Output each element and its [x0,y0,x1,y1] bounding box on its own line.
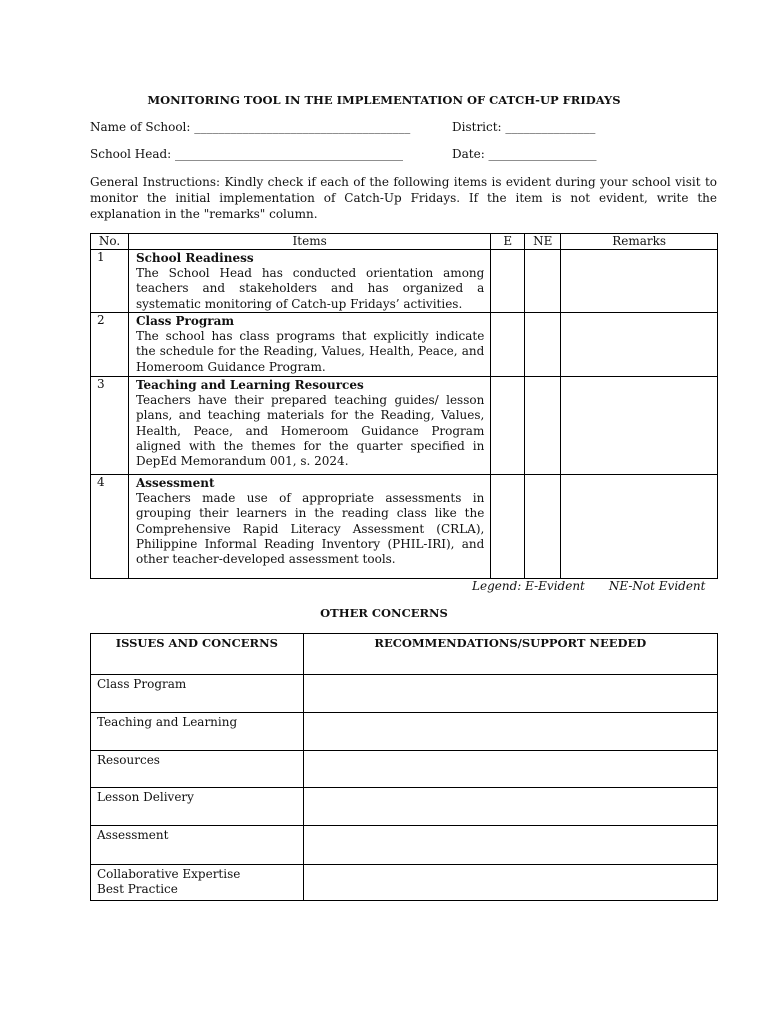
concerns-table [90,633,718,901]
concern-label-line: Collaborative Expertise [97,867,241,881]
concern-label: Resources [91,751,304,788]
e-checkbox-cell[interactable] [491,475,525,579]
table-row [91,475,718,579]
document-title: MONITORING TOOL IN THE IMPLEMENTATION OF CATCH-UP FRIDAYS [147,93,621,107]
recommendation-cell[interactable] [303,865,717,901]
concerns-header-row [91,634,718,675]
school-head-field: School Head: ______________________________________ [90,147,404,161]
header-items: Items [128,234,490,250]
table-row [91,865,718,901]
recommendation-cell[interactable] [303,826,717,865]
school-name-field: Name of School: ____________________________________ [90,120,411,134]
header-remarks: Remarks [561,234,718,250]
concern-label [91,865,304,901]
item-text: The school has class programs that explicitly indicate the schedule for the Reading, Values, Health, Peace, and Homeroom Guidance Program. [135,329,485,374]
item-text: The School Head has conducted orientation among teachers and stakeholders and has organized a systematic monitoring of Catch-up Fridays’ activities. [135,266,485,311]
table-row [91,826,718,865]
date-field: Date: __________________ [452,147,597,161]
row-number: 4 [91,475,129,579]
concern-label: Teaching and Learning [91,713,304,751]
table-row [91,377,718,475]
ne-checkbox-cell[interactable] [525,377,561,475]
checklist-header-row [91,234,718,250]
row-number: 1 [91,250,129,313]
item-cell [128,377,490,475]
concern-label-line: Best Practice [97,882,178,896]
district-field: District: _______________ [452,120,596,134]
table-row [91,675,718,713]
header-issues: ISSUES AND CONCERNS [91,634,304,675]
recommendation-cell[interactable] [303,713,717,751]
table-row [91,713,718,751]
concern-label: Lesson Delivery [91,788,304,826]
recommendation-cell[interactable] [303,788,717,826]
remarks-cell[interactable] [561,250,718,313]
ne-checkbox-cell[interactable] [525,475,561,579]
concern-label: Class Program [91,675,304,713]
header-ne: NE [525,234,561,250]
legend-not-evident: NE-Not Evident [608,579,706,593]
recommendation-cell[interactable] [303,751,717,788]
e-checkbox-cell[interactable] [491,250,525,313]
remarks-cell[interactable] [561,475,718,579]
legend-evident: Legend: E-Evident [472,579,585,593]
table-row [91,313,718,377]
legend [472,579,705,593]
other-concerns-title: OTHER CONCERNS [320,606,448,620]
table-row [91,751,718,788]
ne-checkbox-cell[interactable] [525,313,561,377]
remarks-cell[interactable] [561,377,718,475]
row-number: 2 [91,313,129,377]
item-text: Teachers have their prepared teaching guides/ lesson plans, and teaching materials for the Reading, Values, Health, Peace, and Homeroom Guidance Program aligned with the themes for the quarter specified in DepEd Memorandum 001, s. 2024. [135,393,485,469]
item-cell [128,313,490,377]
header-no: No. [91,234,129,250]
table-row [91,788,718,826]
item-cell [128,250,490,313]
item-cell [128,475,490,579]
table-row [91,250,718,313]
item-text: Teachers made use of appropriate assessments in grouping their learners in the reading class like the Comprehensive Rapid Literacy Assessment (CRLA), Philippine Informal Reading Inventory (PHIL-IRI), and other teacher-developed assessment tools. [135,491,485,567]
header-e: E [491,234,525,250]
item-title: Teaching and Learning Resources [135,378,364,392]
general-instructions: General Instructions: Kindly check if each of the following items is evident during your school visit to monitor the initial implementation of Catch-Up Fridays. If the item is not evident, write the explanation in the "remarks" column. [90,175,717,221]
ne-checkbox-cell[interactable] [525,250,561,313]
recommendation-cell[interactable] [303,675,717,713]
e-checkbox-cell[interactable] [491,313,525,377]
checklist-table [90,233,718,579]
row-number: 3 [91,377,129,475]
e-checkbox-cell[interactable] [491,377,525,475]
item-title: School Readiness [135,251,254,265]
item-title: Class Program [135,314,235,328]
item-title: Assessment [135,476,215,490]
concern-label: Assessment [91,826,304,865]
remarks-cell[interactable] [561,313,718,377]
header-recommendations: RECOMMENDATIONS/SUPPORT NEEDED [303,634,717,675]
